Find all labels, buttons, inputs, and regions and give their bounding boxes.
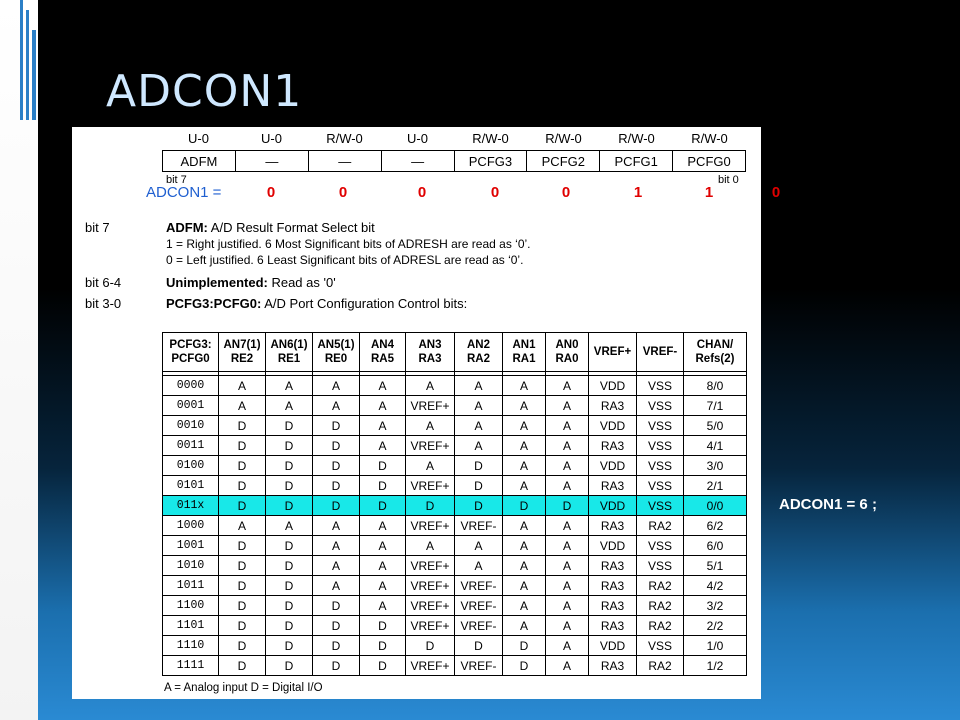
column-header xyxy=(219,333,266,372)
table-cell: D xyxy=(219,476,266,496)
pcfg-code-cell: 011x xyxy=(163,496,219,516)
table-cell: A xyxy=(546,436,589,456)
column-header xyxy=(684,333,747,372)
table-cell: 5/1 xyxy=(684,556,747,576)
table-header-row xyxy=(163,333,747,372)
table-cell: A xyxy=(503,616,546,636)
header-line: VREF+ xyxy=(593,346,632,358)
table-cell: A xyxy=(546,476,589,496)
table-row xyxy=(163,416,747,436)
bit-msb-label: bit 7 xyxy=(166,174,187,186)
access-bit3: R/W-0 xyxy=(472,131,509,146)
table-cell: VDD xyxy=(589,416,637,436)
access-bit6: U-0 xyxy=(261,131,282,146)
column-header xyxy=(589,333,637,372)
table-cell: D xyxy=(266,416,313,436)
desc-field-text: Read as '0' xyxy=(267,275,336,290)
table-cell: A xyxy=(313,576,360,596)
table-row xyxy=(163,636,747,656)
register-bit-table xyxy=(162,150,746,172)
table-cell: D xyxy=(219,596,266,616)
table-row xyxy=(163,396,747,416)
table-cell: A xyxy=(503,556,546,576)
header-line: VREF- xyxy=(642,346,678,358)
table-row xyxy=(163,456,747,476)
table-cell: 2/1 xyxy=(684,476,747,496)
bit-value: 0 xyxy=(266,184,276,201)
column-header xyxy=(266,333,313,372)
desc-line: 0 = Left justified. 6 Least Significant bits of ADRESL are read as ‘0’. xyxy=(166,253,524,267)
table-cell: D xyxy=(360,496,406,516)
table-cell: 1/0 xyxy=(684,636,747,656)
table-cell: VREF+ xyxy=(406,396,455,416)
table-cell: D xyxy=(313,456,360,476)
table-cell: D xyxy=(219,556,266,576)
table-cell: VSS xyxy=(637,536,684,556)
table-cell: VSS xyxy=(637,436,684,456)
table-cell: D xyxy=(266,616,313,636)
bit-name: — xyxy=(235,151,308,172)
pcfg-code-cell: 1100 xyxy=(163,596,219,616)
table-cell: VREF- xyxy=(455,616,503,636)
access-bit4: U-0 xyxy=(407,131,428,146)
desc-bit-label: bit 6-4 xyxy=(85,275,122,290)
table-cell: RA2 xyxy=(637,616,684,636)
table-cell: VREF+ xyxy=(406,556,455,576)
table-cell: 1/2 xyxy=(684,656,747,676)
table-cell: D xyxy=(503,656,546,676)
table-cell: VSS xyxy=(637,476,684,496)
table-cell: RA3 xyxy=(589,596,637,616)
table-cell: A xyxy=(546,616,589,636)
table-cell: A xyxy=(360,596,406,616)
table-cell: VREF+ xyxy=(406,436,455,456)
table-cell: A xyxy=(546,416,589,436)
table-cell: A xyxy=(406,376,455,396)
table-cell: A xyxy=(503,516,546,536)
table-cell: RA3 xyxy=(589,516,637,536)
table-row xyxy=(163,616,747,636)
desc-field-name: PCFG3:PCFG0: xyxy=(166,296,262,311)
table-legend: A = Analog input D = Digital I/O xyxy=(164,682,323,694)
table-cell: D xyxy=(455,456,503,476)
bit-name: PCFG3 xyxy=(454,151,527,172)
pcfg-code-cell: 1010 xyxy=(163,556,219,576)
column-header xyxy=(406,333,455,372)
access-bit1: R/W-0 xyxy=(618,131,655,146)
table-cell: 2/2 xyxy=(684,616,747,636)
access-bit5: R/W-0 xyxy=(326,131,363,146)
bit-name: — xyxy=(381,151,454,172)
pcfg-code-cell: 1111 xyxy=(163,656,219,676)
table-row xyxy=(163,596,747,616)
table-cell: D xyxy=(406,636,455,656)
bit-value: 0 xyxy=(561,184,571,201)
table-cell: A xyxy=(546,556,589,576)
table-row xyxy=(163,576,747,596)
table-cell: A xyxy=(219,396,266,416)
table-row xyxy=(163,536,747,556)
table-cell: A xyxy=(406,416,455,436)
bit-name: PCFG0 xyxy=(673,151,746,172)
table-cell: D xyxy=(313,416,360,436)
table-cell: 0/0 xyxy=(684,496,747,516)
header-line: AN1 xyxy=(512,339,536,351)
bit-value: 0 xyxy=(490,184,500,201)
table-cell: VREF+ xyxy=(406,656,455,676)
table-cell: 6/2 xyxy=(684,516,747,536)
table-cell: D xyxy=(219,536,266,556)
column-header xyxy=(360,333,406,372)
pcfg-code-cell: 0001 xyxy=(163,396,219,416)
table-cell: A xyxy=(546,576,589,596)
table-cell: D xyxy=(360,636,406,656)
column-header xyxy=(546,333,589,372)
table-cell: A xyxy=(503,536,546,556)
table-cell: A xyxy=(546,656,589,676)
table-cell: A xyxy=(313,556,360,576)
header-line: AN6(1) xyxy=(270,339,308,351)
header-line: RA0 xyxy=(555,353,579,365)
table-cell: A xyxy=(313,376,360,396)
pcfg-code-cell: 1110 xyxy=(163,636,219,656)
table-cell: D xyxy=(219,656,266,676)
table-cell: A xyxy=(546,456,589,476)
table-cell: D xyxy=(266,436,313,456)
desc-bit6-4 xyxy=(166,274,336,291)
table-cell: 5/0 xyxy=(684,416,747,436)
table-cell: 4/2 xyxy=(684,576,747,596)
table-cell: D xyxy=(219,576,266,596)
table-row xyxy=(163,476,747,496)
header-line: RA3 xyxy=(418,353,442,365)
desc-bit-label: bit 7 xyxy=(85,220,110,235)
table-cell: A xyxy=(360,576,406,596)
table-cell: VREF- xyxy=(455,576,503,596)
table-cell: VDD xyxy=(589,536,637,556)
table-cell: A xyxy=(546,516,589,536)
table-cell: D xyxy=(266,496,313,516)
desc-field-name: Unimplemented: xyxy=(166,275,268,290)
bit-value: 1 xyxy=(704,184,714,201)
access-bit7: U-0 xyxy=(188,131,209,146)
table-cell: A xyxy=(546,536,589,556)
table-cell: D xyxy=(360,476,406,496)
table-cell: A xyxy=(360,516,406,536)
table-cell: D xyxy=(360,656,406,676)
bit-name: PCFG2 xyxy=(527,151,600,172)
table-cell: D xyxy=(266,536,313,556)
desc-field-text: A/D Port Configuration Control bits: xyxy=(261,296,468,311)
desc-field-text: A/D Result Format Select bit xyxy=(207,220,375,235)
table-cell: A xyxy=(455,536,503,556)
table-row xyxy=(163,656,747,676)
table-cell: D xyxy=(503,636,546,656)
header-line: AN7(1) xyxy=(223,339,261,351)
header-line: PCFG0 xyxy=(171,353,210,365)
table-row xyxy=(163,376,747,396)
table-cell: VREF+ xyxy=(406,576,455,596)
column-header xyxy=(455,333,503,372)
header-line: RA5 xyxy=(370,353,394,365)
bit-lsb-label: bit 0 xyxy=(718,174,739,186)
pcfg-code-cell: 0010 xyxy=(163,416,219,436)
bit-value: 0 xyxy=(338,184,348,201)
table-cell: RA2 xyxy=(637,516,684,536)
table-cell: A xyxy=(455,436,503,456)
table-cell: A xyxy=(360,536,406,556)
table-cell: 4/1 xyxy=(684,436,747,456)
table-cell: RA3 xyxy=(589,436,637,456)
table-cell: A xyxy=(313,536,360,556)
table-cell: A xyxy=(503,396,546,416)
table-cell: RA3 xyxy=(589,656,637,676)
header-line: AN3 xyxy=(418,339,442,351)
table-cell: VDD xyxy=(589,636,637,656)
header-line: RA2 xyxy=(466,353,490,365)
table-cell: A xyxy=(503,436,546,456)
table-cell: VSS xyxy=(637,376,684,396)
table-cell: A xyxy=(266,516,313,536)
table-cell: 3/0 xyxy=(684,456,747,476)
table-cell: VREF+ xyxy=(406,596,455,616)
table-cell: D xyxy=(219,436,266,456)
desc-bit-label: bit 3-0 xyxy=(85,296,122,311)
table-cell: A xyxy=(266,396,313,416)
header-line: Refs(2) xyxy=(695,353,735,365)
table-cell: VSS xyxy=(637,496,684,516)
table-cell: VREF- xyxy=(455,516,503,536)
table-cell: VSS xyxy=(637,556,684,576)
table-cell: D xyxy=(360,456,406,476)
header-line: AN4 xyxy=(370,339,394,351)
table-cell: A xyxy=(219,376,266,396)
table-cell: D xyxy=(360,616,406,636)
column-header xyxy=(313,333,360,372)
access-bit0: R/W-0 xyxy=(691,131,728,146)
table-row xyxy=(163,516,747,536)
register-value-label: ADCON1 = xyxy=(146,184,222,201)
table-cell: A xyxy=(455,556,503,576)
table-cell: 6/0 xyxy=(684,536,747,556)
bit-name: ADFM xyxy=(163,151,236,172)
column-header xyxy=(163,333,219,372)
desc-bit7 xyxy=(166,219,375,236)
header-line: RE0 xyxy=(324,353,348,365)
table-cell: D xyxy=(313,596,360,616)
table-cell: VDD xyxy=(589,456,637,476)
bit-value: 0 xyxy=(771,184,781,201)
table-cell: D xyxy=(266,456,313,476)
table-cell: VSS xyxy=(637,416,684,436)
pcfg-code-cell: 0100 xyxy=(163,456,219,476)
table-cell: VSS xyxy=(637,456,684,476)
table-cell: VDD xyxy=(589,496,637,516)
table-cell: D xyxy=(455,496,503,516)
table-cell: D xyxy=(266,476,313,496)
table-cell: D xyxy=(546,496,589,516)
table-cell: A xyxy=(406,456,455,476)
table-cell: A xyxy=(546,376,589,396)
table-cell: A xyxy=(360,376,406,396)
answer-text: ADCON1 = 6 ; xyxy=(779,496,877,513)
access-bit2: R/W-0 xyxy=(545,131,582,146)
bit-value: 0 xyxy=(417,184,427,201)
header-line: RE1 xyxy=(277,353,301,365)
table-cell: D xyxy=(455,636,503,656)
table-cell: D xyxy=(219,496,266,516)
table-cell: A xyxy=(360,416,406,436)
table-cell: D xyxy=(313,436,360,456)
table-cell: D xyxy=(266,596,313,616)
table-cell: RA2 xyxy=(637,576,684,596)
header-line: RE2 xyxy=(230,353,254,365)
table-cell: 3/2 xyxy=(684,596,747,616)
table-cell: A xyxy=(455,416,503,436)
table-cell: VREF- xyxy=(455,596,503,616)
header-line: PCFG3: xyxy=(169,339,212,351)
table-cell: D xyxy=(266,656,313,676)
table-cell: D xyxy=(219,616,266,636)
table-row xyxy=(163,436,747,456)
table-cell: VREF- xyxy=(455,656,503,676)
port-config-table xyxy=(162,332,747,676)
bit-name: PCFG1 xyxy=(600,151,673,172)
bit-value: 1 xyxy=(633,184,643,201)
table-cell: A xyxy=(503,576,546,596)
table-cell: A xyxy=(503,376,546,396)
table-cell: D xyxy=(503,496,546,516)
header-line: AN2 xyxy=(466,339,490,351)
table-cell: 7/1 xyxy=(684,396,747,416)
table-cell: A xyxy=(360,556,406,576)
table-cell: D xyxy=(313,476,360,496)
table-cell: D xyxy=(266,576,313,596)
table-cell: D xyxy=(455,476,503,496)
desc-line: 1 = Right justified. 6 Most Significant bits of ADRESH are read as ‘0’. xyxy=(166,237,531,251)
pcfg-code-cell: 1000 xyxy=(163,516,219,536)
table-cell: D xyxy=(406,496,455,516)
table-cell: RA3 xyxy=(589,616,637,636)
table-cell: A xyxy=(313,516,360,536)
table-cell: VREF+ xyxy=(406,616,455,636)
table-row-highlighted xyxy=(163,496,747,516)
table-cell: RA3 xyxy=(589,396,637,416)
pcfg-code-cell: 1001 xyxy=(163,536,219,556)
table-row xyxy=(163,556,747,576)
table-cell: D xyxy=(313,656,360,676)
header-line: CHAN/ xyxy=(696,339,734,351)
slide-title: ADCON1 xyxy=(106,66,303,117)
table-cell: VREF+ xyxy=(406,476,455,496)
header-line: AN5(1) xyxy=(317,339,355,351)
table-cell: A xyxy=(455,396,503,416)
pcfg-code-cell: 1101 xyxy=(163,616,219,636)
table-cell: A xyxy=(406,536,455,556)
table-cell: D xyxy=(266,636,313,656)
pcfg-code-cell: 1011 xyxy=(163,576,219,596)
table-cell: RA2 xyxy=(637,656,684,676)
table-cell: D xyxy=(219,636,266,656)
table-cell: RA3 xyxy=(589,556,637,576)
pcfg-code-cell: 0011 xyxy=(163,436,219,456)
table-cell: D xyxy=(313,636,360,656)
table-cell: A xyxy=(455,376,503,396)
table-cell: VSS xyxy=(637,396,684,416)
table-cell: A xyxy=(503,596,546,616)
table-cell: VSS xyxy=(637,636,684,656)
table-cell: 8/0 xyxy=(684,376,747,396)
table-cell: RA3 xyxy=(589,576,637,596)
table-cell: A xyxy=(503,456,546,476)
decorative-bars xyxy=(20,0,44,120)
table-cell: A xyxy=(546,636,589,656)
register-access-row xyxy=(162,131,746,147)
pcfg-code-cell: 0000 xyxy=(163,376,219,396)
table-cell: A xyxy=(360,396,406,416)
table-cell: D xyxy=(313,496,360,516)
pcfg-code-cell: 0101 xyxy=(163,476,219,496)
column-header xyxy=(637,333,684,372)
header-line: AN0 xyxy=(555,339,579,351)
table-cell: VREF+ xyxy=(406,516,455,536)
header-line: RA1 xyxy=(512,353,536,365)
table-cell: RA2 xyxy=(637,596,684,616)
table-cell: D xyxy=(313,616,360,636)
table-cell: A xyxy=(503,416,546,436)
table-cell: A xyxy=(266,376,313,396)
table-cell: A xyxy=(546,596,589,616)
table-cell: A xyxy=(546,396,589,416)
desc-bit3-0 xyxy=(166,295,467,312)
column-header xyxy=(503,333,546,372)
table-cell: A xyxy=(360,436,406,456)
table-cell: D xyxy=(219,416,266,436)
table-cell: D xyxy=(266,556,313,576)
table-cell: A xyxy=(503,476,546,496)
bit-name: — xyxy=(308,151,381,172)
table-cell: D xyxy=(219,456,266,476)
table-cell: VDD xyxy=(589,376,637,396)
table-cell: A xyxy=(313,396,360,416)
desc-field-name: ADFM: xyxy=(166,220,208,235)
table-cell: RA3 xyxy=(589,476,637,496)
table-cell: A xyxy=(219,516,266,536)
